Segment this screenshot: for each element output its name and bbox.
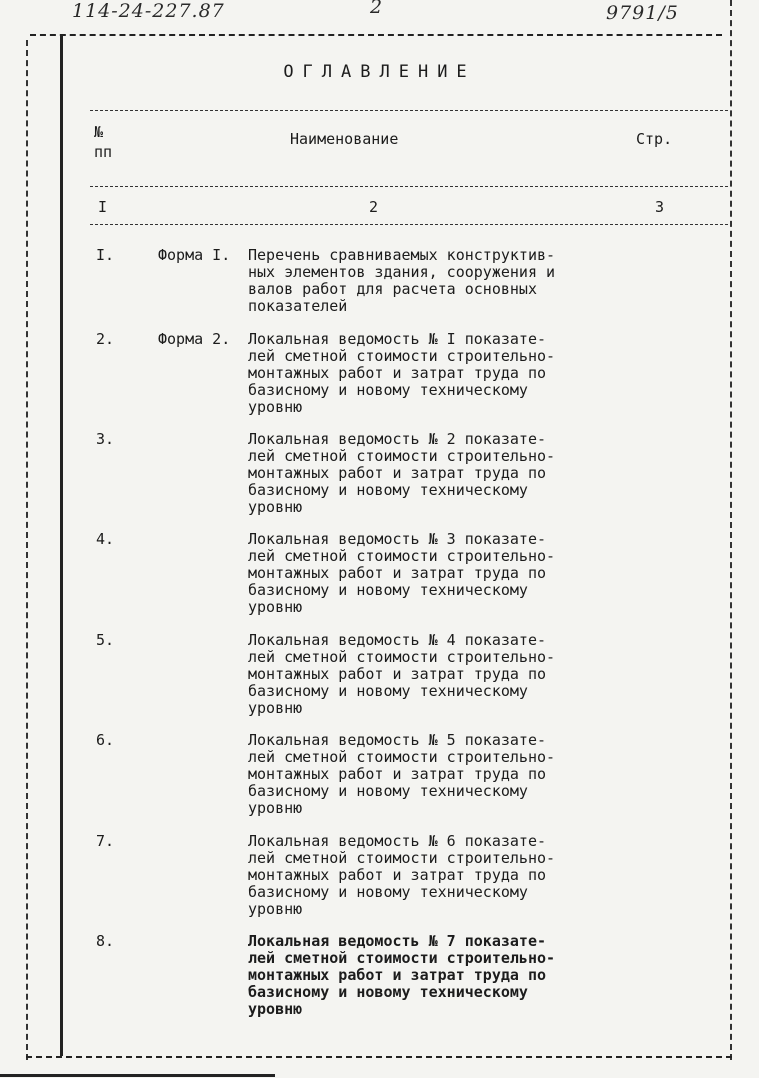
frame-bottom-line [26, 1056, 732, 1058]
column-header-page: Стр. [636, 130, 673, 148]
frame-top-line [30, 34, 722, 38]
item-form: Форма I. [158, 246, 231, 264]
item-number: 3. [96, 430, 115, 448]
column-index-3: 3 [655, 198, 665, 216]
item-number: 5. [96, 631, 115, 649]
item-text: Локальная ведомость № 4 показате- лей сметной стоимости строительно- монтажных работ и затрат труда по базисному и новому техническому уровню [248, 631, 556, 717]
table-rule-top [90, 110, 728, 111]
frame-left-line [60, 34, 63, 1056]
column-index-2: 2 [369, 198, 379, 216]
frame-left-outer-line [26, 40, 29, 1060]
item-form: Форма 2. [158, 330, 231, 348]
header-code: 114-24-227.87 [72, 0, 225, 22]
item-text: Локальная ведомость № 3 показате- лей сметной стоимости строительно- монтажных работ и затрат труда по базисному и новому техническому уровню [248, 530, 556, 616]
item-number: 4. [96, 530, 115, 548]
header-sheet-number: 9791/5 [606, 2, 679, 24]
item-number: 2. [96, 330, 115, 348]
document-title: ОГЛАВЛЕНИЕ [283, 62, 476, 82]
item-text: Локальная ведомость № I показате- лей сметной стоимости строительно- монтажных работ и затрат труда по базисному и новому техническому уровню [248, 330, 556, 416]
item-text: Локальная ведомость № 7 показате- лей сметной стоимости строительно- монтажных работ и затрат труда по базисному и новому техническому уровню [248, 932, 556, 1018]
column-index-1: I [98, 198, 108, 216]
column-header-name: Наименование [290, 130, 399, 148]
item-number: 7. [96, 832, 115, 850]
frame-right-line [730, 0, 734, 1060]
column-header-number: № пп [94, 123, 113, 161]
item-text: Локальная ведомость № 2 показате- лей сметной стоимости строительно- монтажных работ и затрат труда по базисному и новому техническому уровню [248, 430, 556, 516]
item-number: 6. [96, 731, 115, 749]
item-text: Локальная ведомость № 6 показате- лей сметной стоимости строительно- монтажных работ и затрат труда по базисному и новому техническому уровню [248, 832, 556, 918]
item-number: 8. [96, 932, 115, 950]
footer-rule [0, 1074, 275, 1077]
item-number: I. [96, 246, 115, 264]
item-text: Перечень сравниваемых конструктив- ных элементов здания, сооружения и валов работ для расчета основных показателей [248, 246, 556, 315]
header-page-number: 2 [370, 0, 384, 18]
table-rule-middle [90, 186, 728, 187]
table-rule-bottom [90, 224, 728, 225]
item-text: Локальная ведомость № 5 показате- лей сметной стоимости строительно- монтажных работ и затрат труда по базисному и новому техническому уровню [248, 731, 556, 817]
